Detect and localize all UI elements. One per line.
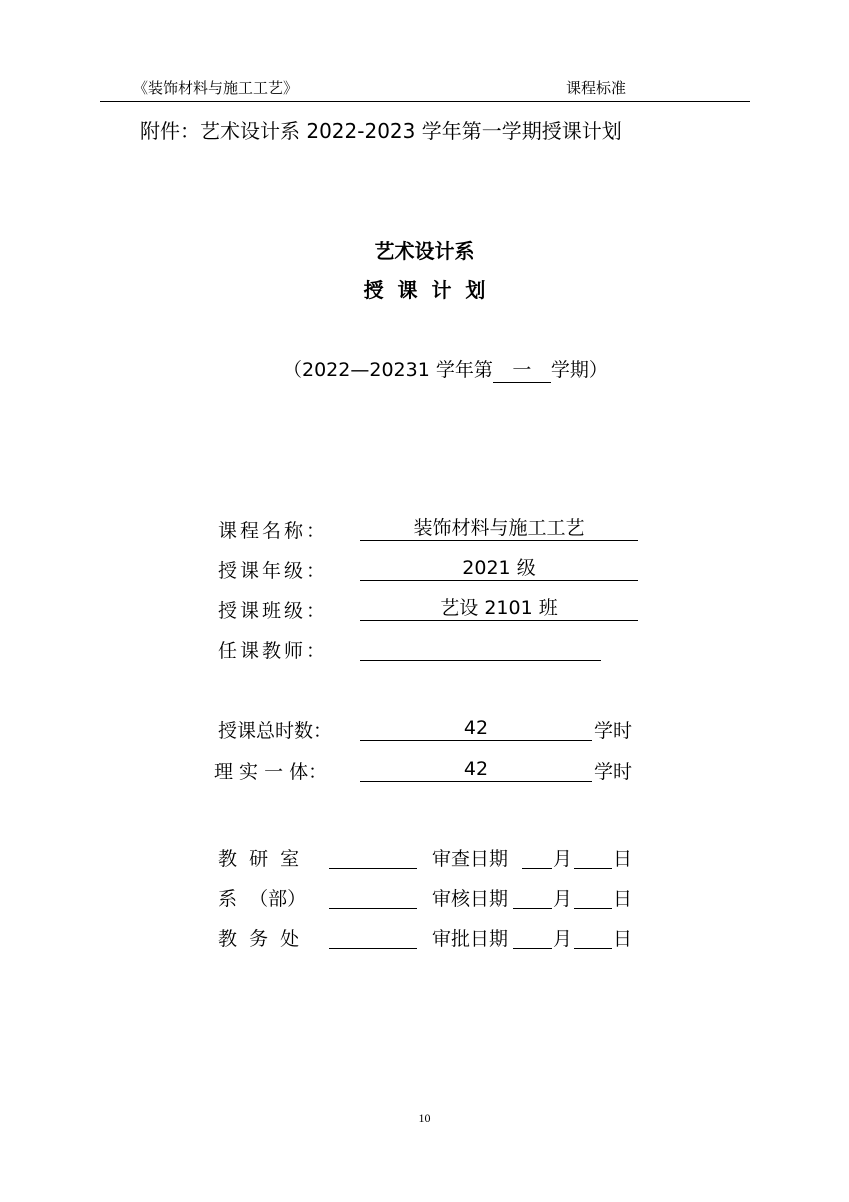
approval-signature-line	[329, 844, 417, 869]
class-value: 艺设 2101 班	[360, 596, 638, 621]
approval-date-label: 审批日期	[432, 928, 509, 950]
approval-day-label: 日	[613, 848, 633, 870]
term-line	[283, 355, 608, 383]
approval-month-label: 月	[553, 928, 573, 950]
approval-date-label: 审核日期	[432, 888, 509, 910]
total-hours-label: 授课总时数：	[218, 720, 333, 742]
course-name-label: 课程名称：	[218, 520, 329, 542]
teacher-label: 任课教师：	[218, 640, 329, 662]
grade-value: 2021 级	[360, 556, 638, 581]
integrated-hours-unit: 学时	[594, 761, 633, 783]
term-suffix: 学期）	[550, 359, 608, 381]
course-name-value: 装饰材料与施工工艺	[360, 516, 638, 541]
approval-date-label: 审查日期	[432, 848, 509, 870]
header-course-title: 《装饰材料与施工工艺》	[133, 79, 299, 97]
approval-month-blank	[513, 884, 552, 909]
page-number: 10	[418, 1111, 431, 1125]
approval-label-academic-affairs: 教 务 处	[218, 928, 300, 950]
approval-day-label: 日	[613, 888, 633, 910]
header-rule	[100, 101, 750, 102]
approval-month-blank	[522, 844, 552, 869]
department-title: 艺术设计系	[374, 239, 475, 263]
approval-day-blank	[574, 884, 612, 909]
document-title: 授 课 计 划	[363, 278, 486, 302]
integrated-hours-label: 理 实 一 体：	[214, 761, 328, 783]
header-doc-type: 课程标准	[566, 79, 627, 97]
term-number: 一	[493, 355, 551, 383]
grade-label: 授课年级：	[218, 560, 329, 582]
approval-month-blank	[513, 924, 552, 949]
approval-signature-line	[329, 884, 417, 909]
approval-signature-line	[329, 924, 417, 949]
approval-day-blank	[574, 844, 612, 869]
approval-day-blank	[574, 924, 612, 949]
approval-day-label: 日	[613, 928, 633, 950]
class-label: 授课班级：	[218, 600, 329, 622]
approval-month-label: 月	[553, 888, 573, 910]
approval-label-department: 系 （部）	[218, 888, 307, 910]
total-hours-value: 42	[360, 716, 592, 741]
integrated-hours-value: 42	[360, 757, 592, 782]
term-prefix: （2022—20231 学年第	[283, 359, 493, 381]
teacher-value	[360, 636, 601, 661]
total-hours-unit: 学时	[594, 720, 633, 742]
approval-label-teaching-office: 教 研 室	[218, 848, 300, 870]
attachment-title: 附件：艺术设计系 2022-2023 学年第一学期授课计划	[140, 119, 622, 143]
approval-month-label: 月	[553, 848, 573, 870]
